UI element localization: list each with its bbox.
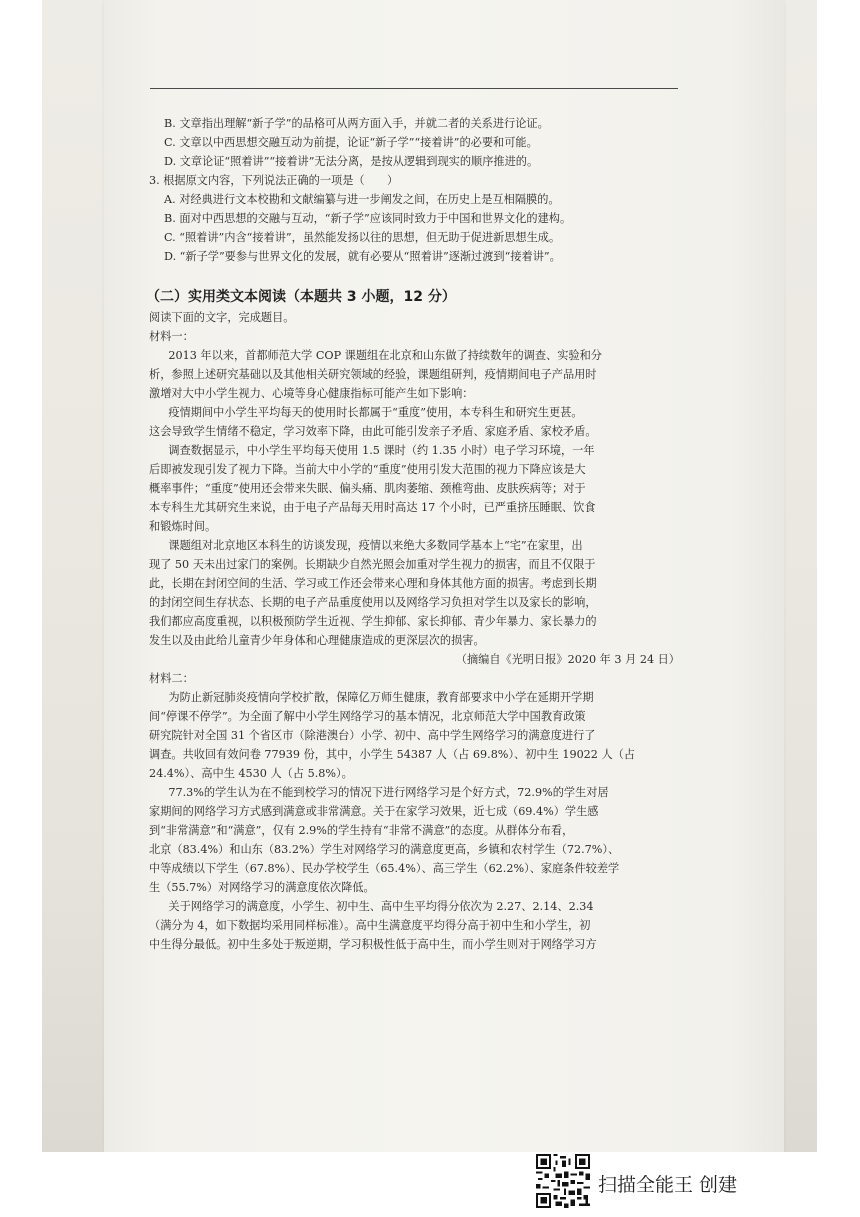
text-line: 阅读下面的文字，完成题目。: [149, 311, 295, 324]
text-line: C. 文章以中西思想交融互动为前提，论证“新子学”“接着讲”的必要和可能。: [164, 136, 538, 149]
text-line: A. 对经典进行文本校勘和文献编纂与进一步阐发之间，在历史上是互相隔膜的。: [164, 193, 560, 206]
text-line: 中等成绩以下学生（67.8%）、民办学校学生（65.4%）、高三学生（62.2%）、家庭条件较差学: [149, 862, 620, 875]
reading-passage: [146, 308, 686, 954]
text-line: 间“停课不停学”。为全面了解中小学生网络学习的基本情况，北京师范大学中国教育政策: [149, 710, 586, 723]
text-line: 课题组对北京地区本科生的访谈发现，疫情以来绝大多数同学基本上“宅”在家里，出: [168, 539, 583, 552]
text-line: 调查。共收回有效问卷 77939 份，其中，小学生 54387 人（占 69.8%）、初中生 19022 人（占: [149, 748, 636, 761]
text-line: 24.4%）、高中生 4530 人（占 5.8%）。: [149, 767, 353, 780]
text-line: 疫情期间中小学生平均每天的使用时长都属于“重度”使用，本专科生和研究生更甚。: [168, 406, 583, 419]
text-line: B. 面对中西思想的交融与互动，“新子学”应该同时致力于中国和世界文化的建构。: [164, 212, 572, 225]
text-line: 为防止新冠肺炎疫情向学校扩散，保障亿万师生健康，教育部要求中小学在延期开学期: [168, 691, 594, 704]
text-line: 北京（83.4%）和山东（83.2%）学生对网络学习的满意度更高，乡镇和农村学生（72.7%）、: [149, 843, 620, 856]
text-line: 这会导致学生情绪不稳定，学习效率下降，由此可能引发亲子矛盾、家庭矛盾、家校矛盾。: [149, 425, 597, 438]
text-line: 材料二：: [149, 672, 194, 685]
question-options: [146, 114, 686, 266]
text-line: 材料一：: [149, 330, 194, 343]
text-line: 关于网络学习的满意度，小学生、初中生、高中生平均得分依次为 2.27、2.14、2.34: [168, 900, 594, 913]
scanner-watermark: [536, 1154, 776, 1210]
text-line: 的封闭空间生存状态、长期的电子产品重度使用以及网络学习负担对学生以及家长的影响，: [149, 596, 597, 609]
document-content: [146, 114, 686, 954]
text-line: （摘编自《光明日报》2020 年 3 月 24 日）: [455, 653, 680, 666]
text-line: （满分为 4，如下数据均采用同样标准）。高中生满意度平均得分高于初中生和小学生，初: [149, 919, 591, 932]
section-title: （二）实用类文本阅读（本题共 3 小题，12 分）: [146, 289, 456, 305]
text-line: 3. 根据原文内容，下列说法正确的一项是（ ）: [149, 174, 399, 187]
text-line: 家期间的网络学习方式感到满意或非常满意。关于在家学习效果，近七成（69.4%）学生感: [149, 805, 599, 818]
text-line: 调查数据显示，中小学生平均每天使用 1.5 课时（约 1.35 小时）电子学习环境，一年: [168, 444, 595, 457]
scanner-app-credit: 扫描全能王 创建: [598, 1174, 738, 1196]
text-line: 我们都应高度重视，以积极预防学生近视、学生抑郁、家长抑郁、青少年暴力、家长暴力的: [149, 615, 597, 628]
text-line: 生（55.7%）对网络学习的满意度依次降低。: [149, 881, 375, 894]
text-line: 和锻炼时间。: [149, 520, 217, 533]
text-line: 发生以及由此给儿童青少年身体和心理健康造成的更深层次的损害。: [149, 634, 485, 647]
text-line: 后即被发现引发了视力下降。当前大中小学的“重度”使用引发大范围的视力下降应该是大: [149, 463, 586, 476]
text-line: D. “新子学”要参与世界文化的发展，就有必要从“照着讲”逐渐过渡到“接着讲”。: [164, 250, 561, 263]
text-line: 2013 年以来，首都师范大学 COP 课题组在北京和山东做了持续数年的调查、实验和分: [168, 349, 602, 362]
text-line: 析，参照上述研究基础以及其他相关研究领域的经验，课题组研判，疫情期间电子产品用时: [149, 368, 597, 381]
text-line: 到“非常满意”和“满意”，仅有 2.9%的学生持有“非常不满意”的态度。从群体分布看，: [149, 824, 574, 837]
text-line: C. “照着讲”内含“接着讲”，虽然能发扬以往的思想，但无助于促进新思想生成。: [164, 231, 561, 244]
text-line: 现了 50 天未出过家门的案例。长期缺少自然光照会加重对学生视力的损害，而且不仅限于: [149, 558, 596, 571]
header-rule: [150, 88, 678, 89]
text-line: 此，长期在封闭空间的生活、学习或工作还会带来心理和身体其他方面的损害。考虑到长期: [149, 577, 597, 590]
text-line: 研究院针对全国 31 个省区市（除港澳台）小学、初中、高中学生网络学习的满意度进行了: [149, 729, 596, 742]
text-line: 本专科生尤其研究生来说，由于电子产品每天用时高达 17 个小时，已严重挤压睡眠、饮食: [149, 501, 596, 514]
text-line: D. 文章论证“照着讲”“接着讲”无法分离，是按从逻辑到现实的顺序推进的。: [164, 155, 539, 168]
text-line: B. 文章指出理解“新子学”的品格可从两方面入手，并就二者的关系进行论证。: [164, 117, 549, 130]
qr-code-icon: [536, 1154, 590, 1208]
text-line: 77.3%的学生认为在不能到校学习的情况下进行网络学习是个好方式，72.9%的学生对居: [168, 786, 609, 799]
text-line: 概率事件；“重度”使用还会带来失眠、偏头痛、肌肉萎缩、颈椎弯曲、皮肤疾病等；对于: [149, 482, 586, 495]
text-line: 激增对大中小学生视力、心境等身心健康指标可能产生如下影响：: [149, 387, 474, 400]
text-line: 中生得分最低。初中生多处于叛逆期，学习积极性低于高中生，而小学生则对于网络学习方: [149, 938, 597, 951]
